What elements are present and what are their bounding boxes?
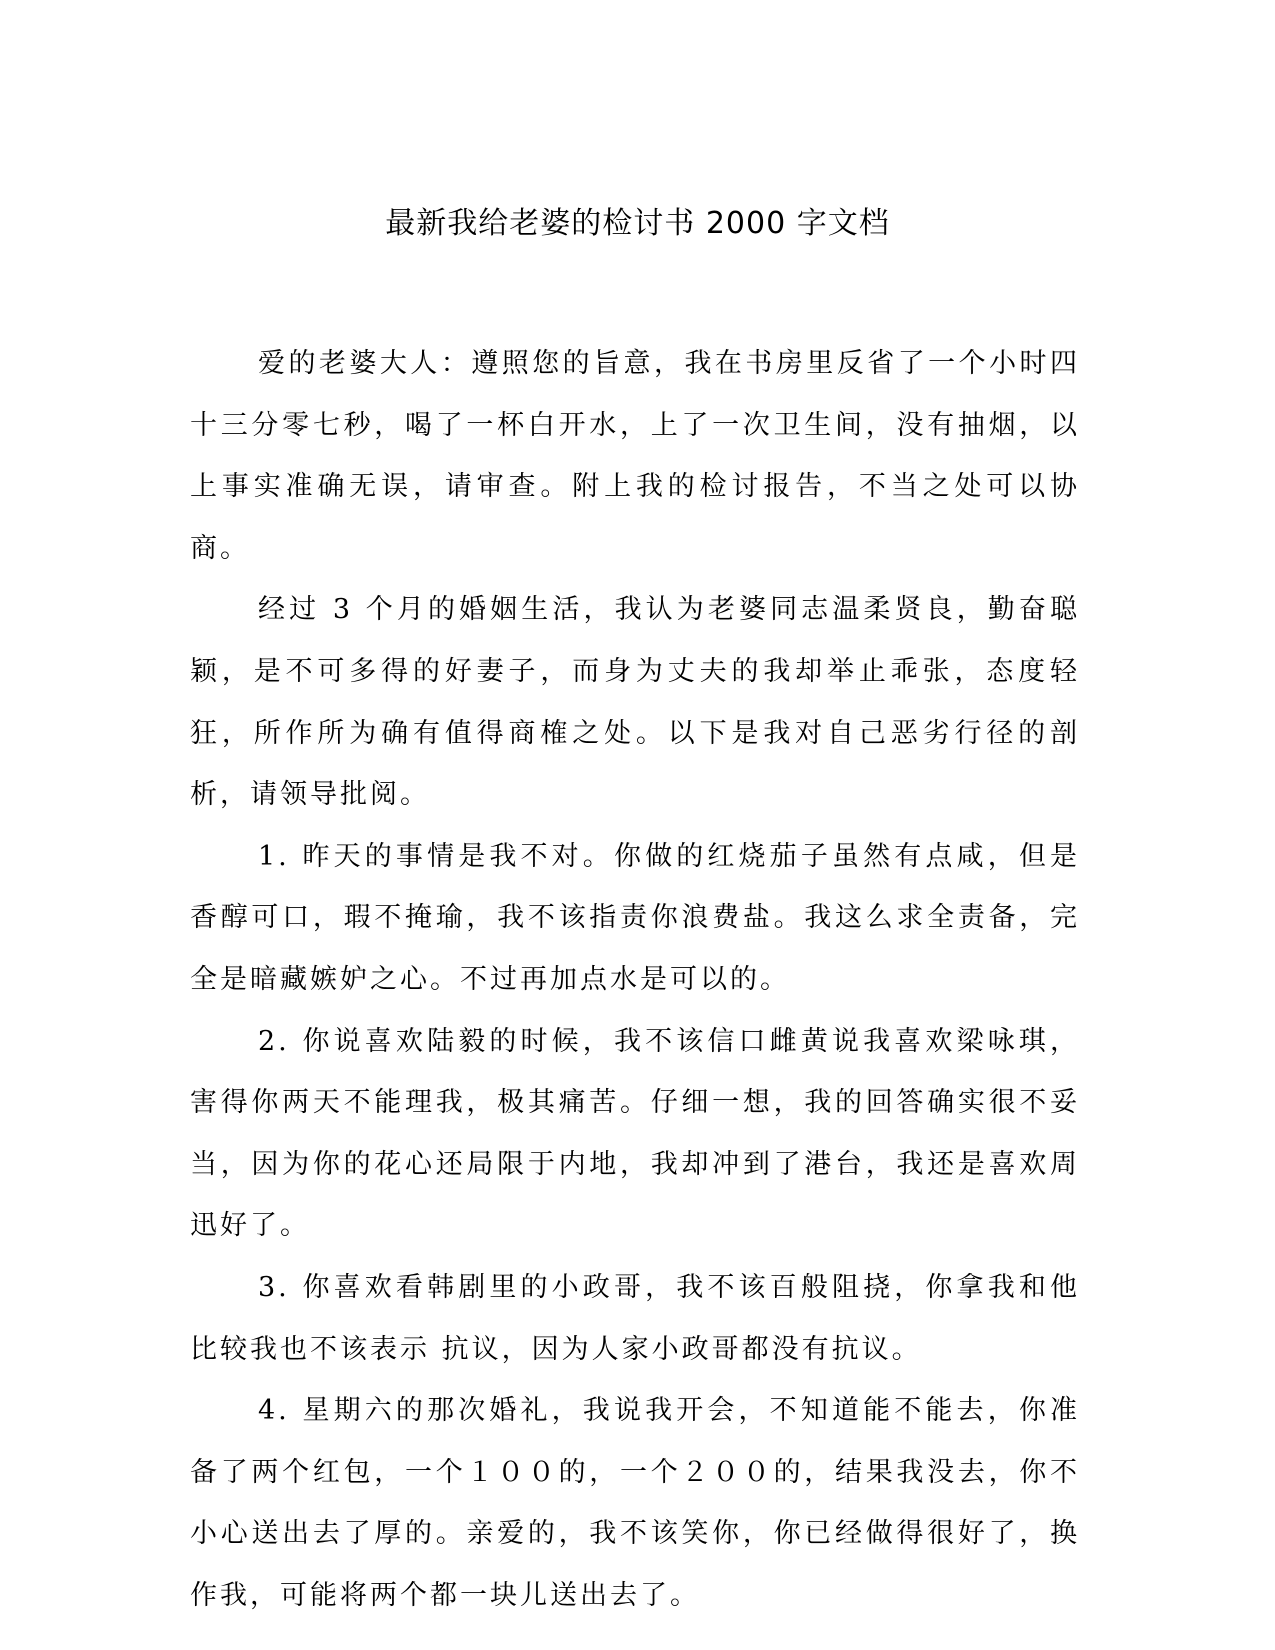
paragraph-item-4: 4. 星期六的那次婚礼，我说我开会，不知道能不能去，你准备了两个红包，一个１００的，一个２００的，结果我没去，你不小心送出去了厚的。亲爱的，我不该笑你，你已经做得很好了，换作我，可能将两个都一块儿送出去了。 bbox=[190, 1395, 1080, 1611]
paragraph-item-2: 2. 你说喜欢陆毅的时候，我不该信口雌黄说我喜欢梁咏琪，害得你两天不能理我，极其痛苦。仔细一想，我的回答确实很不妥当，因为你的花心还局限于内地，我却冲到了港台，我还是喜欢周迅好了。 bbox=[190, 1025, 1080, 1242]
document-title: 最新我给老婆的检讨书 2000 字文档 bbox=[385, 206, 890, 241]
paragraph-intro: 经过 3 个月的婚姻生活，我认为老婆同志温柔贤良，勤奋聪颖，是不可多得的好妻子，而身为丈夫的我却举止乖张，态度轻狂，所作所为确有值得商榷之处。以下是我对自己恶劣行径的剖析，请领导批阅。 bbox=[190, 594, 1080, 811]
paragraph-item-3: 3. 你喜欢看韩剧里的小政哥，我不该百般阻挠，你拿我和他比较我也不该表示 抗议，因为人家小政哥都没有抗议。 bbox=[190, 1271, 1080, 1365]
paragraph-greeting: 爱的老婆大人：遵照您的旨意，我在书房里反省了一个小时四十三分零七秒，喝了一杯白开水，上了一次卫生间，没有抽烟，以上事实准确无误，请审查。附上我的检讨报告，不当之处可以协商。 bbox=[190, 348, 1080, 564]
paragraph-item-1: 1. 昨天的事情是我不对。你做的红烧茄子虽然有点咸，但是香醇可口，瑕不掩瑜，我不该指责你浪费盐。我这么求全责备，完全是暗藏嫉妒之心。不过再加点水是可以的。 bbox=[190, 840, 1080, 995]
document-body bbox=[190, 333, 1080, 1626]
